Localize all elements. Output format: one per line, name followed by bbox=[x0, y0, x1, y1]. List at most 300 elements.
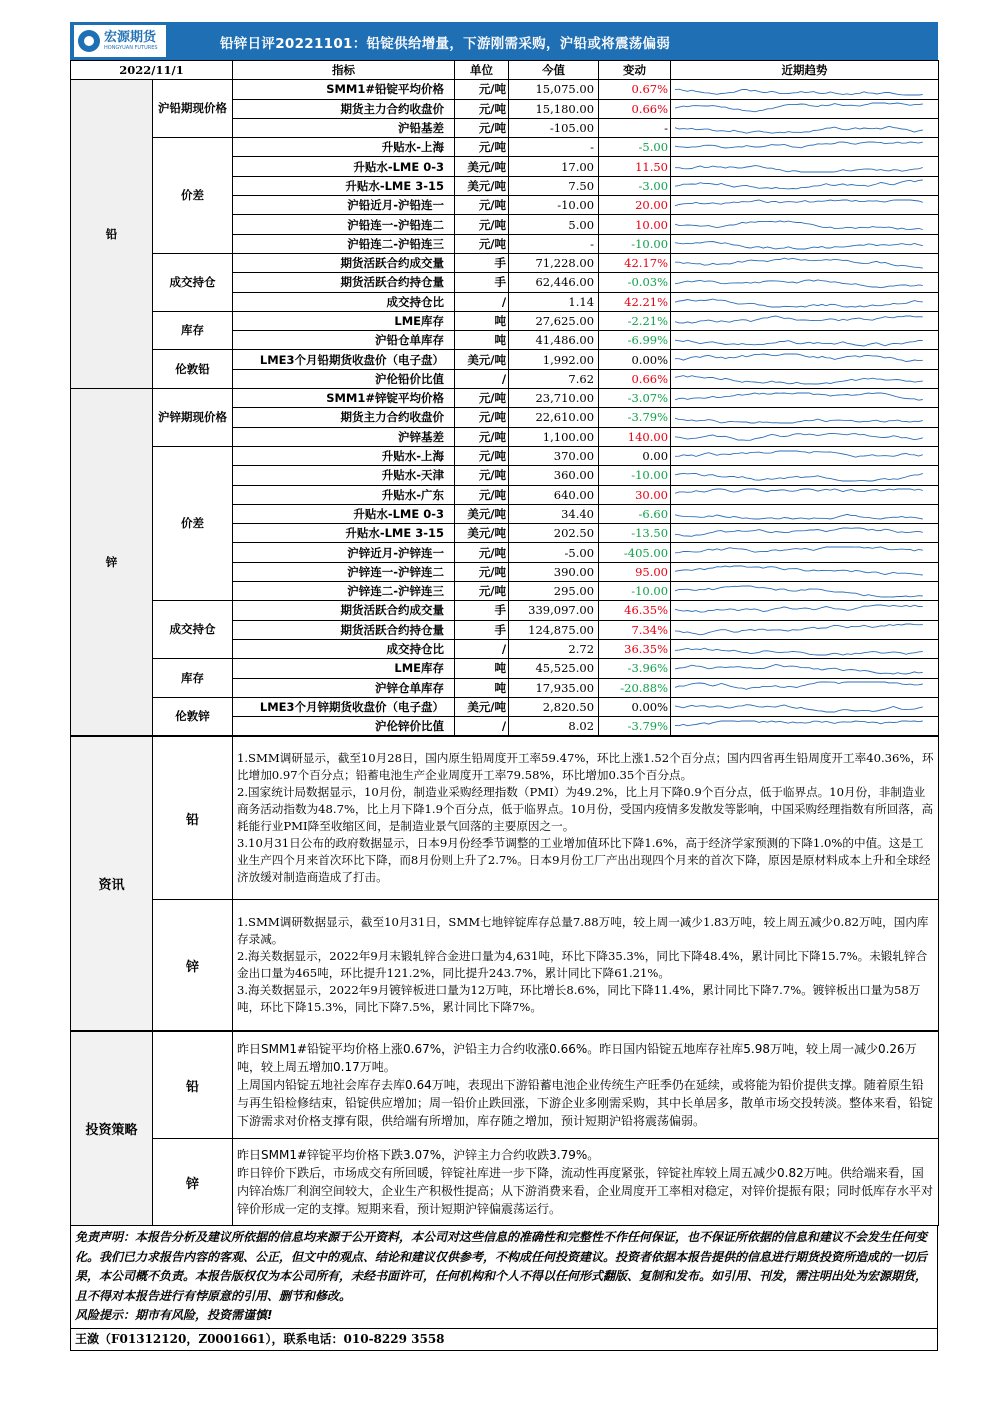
trend-cell bbox=[671, 717, 939, 736]
indicator-change: -3.79% bbox=[599, 717, 671, 736]
indicator-name: 升贴水-广东 bbox=[233, 485, 455, 504]
indicator-change: -10.00 bbox=[599, 466, 671, 485]
trend-sparkline bbox=[671, 661, 933, 676]
trend-line bbox=[675, 566, 923, 575]
trend-line bbox=[675, 473, 923, 481]
trend-line bbox=[675, 624, 923, 635]
group-label: 成交持仓 bbox=[153, 253, 233, 311]
indicator-name: 升贴水-LME 0-3 bbox=[233, 157, 455, 176]
trend-line bbox=[675, 705, 923, 712]
table-row bbox=[71, 138, 939, 157]
indicator-unit: 元/吨 bbox=[455, 215, 509, 234]
group-label: 伦敦铅 bbox=[153, 350, 233, 389]
risk-warning: 风险提示：期市有风险，投资需谨慎! bbox=[75, 1308, 273, 1323]
trend-sparkline bbox=[671, 140, 933, 155]
indicator-change: 11.50 bbox=[599, 157, 671, 176]
col-indicator: 指标 bbox=[233, 61, 455, 80]
indicator-unit: 元/吨 bbox=[455, 408, 509, 427]
trend-line bbox=[675, 89, 923, 95]
indicator-name: 升贴水-上海 bbox=[233, 138, 455, 157]
trend-sparkline bbox=[671, 487, 933, 502]
group-label: 沪铅期现价格 bbox=[153, 80, 233, 138]
indicator-value: 27,625.00 bbox=[509, 311, 599, 330]
trend-cell bbox=[671, 620, 939, 639]
trend-sparkline bbox=[671, 699, 933, 714]
trend-line bbox=[675, 316, 923, 323]
indicator-unit: 手 bbox=[455, 273, 509, 292]
indicator-unit: / bbox=[455, 639, 509, 658]
indicator-unit: 元/吨 bbox=[455, 466, 509, 485]
group-label: 价差 bbox=[153, 446, 233, 600]
strategy-lead-paragraph: 昨日SMM1#铅锭平均价格上涨0.67%，沪铅主力合约收涨0.66%。昨日国内铅锭五地库存社库5.98万吨，较上周一减少0.26万吨，较上周五增加0.17万吨。 bbox=[237, 1042, 917, 1075]
indicator-unit: / bbox=[455, 369, 509, 388]
indicator-unit: 吨 bbox=[455, 678, 509, 697]
trend-line bbox=[675, 258, 923, 268]
news-zinc-paragraph: 2.海关数据显示，2022年9月末锻轧锌合金进口量为4,631吨，环比下降35.3%，同比下降48.4%，累计同比下降15.7%。未锻轧锌合金出口量为465吨，环比提升121.2%，同比提升243.7%，累计同比下降61.21%。 bbox=[237, 949, 928, 981]
indicator-value: 17,935.00 bbox=[509, 678, 599, 697]
report-header bbox=[70, 22, 938, 60]
indicator-unit: 元/吨 bbox=[455, 138, 509, 157]
indicator-value: 15,075.00 bbox=[509, 80, 599, 99]
indicator-unit: 美元/吨 bbox=[455, 504, 509, 523]
indicator-value: 17.00 bbox=[509, 157, 599, 176]
indicator-name: 升贴水-LME 0-3 bbox=[233, 504, 455, 523]
indicator-unit: 元/吨 bbox=[455, 446, 509, 465]
indicator-unit: 元/吨 bbox=[455, 543, 509, 562]
news-lead-text bbox=[233, 737, 939, 900]
indicator-value: 2.72 bbox=[509, 639, 599, 658]
indicator-unit: 元/吨 bbox=[455, 582, 509, 601]
trend-cell bbox=[671, 427, 939, 446]
indicator-name: SMM1#锌锭平均价格 bbox=[233, 389, 455, 408]
trend-line bbox=[675, 242, 923, 250]
indicator-unit: 元/吨 bbox=[455, 562, 509, 581]
indicator-change: -405.00 bbox=[599, 543, 671, 562]
logo-english-name: HONGYUAN FUTURES bbox=[104, 45, 158, 51]
analyst-contact: 王潋（F01312120，Z0001661），联系电话：010-8229 3558 bbox=[70, 1329, 938, 1351]
indicator-unit: 美元/吨 bbox=[455, 524, 509, 543]
indicator-unit: / bbox=[455, 292, 509, 311]
indicator-value: 62,446.00 bbox=[509, 273, 599, 292]
trend-line bbox=[675, 418, 923, 423]
indicator-name: 沪锌仓单库存 bbox=[233, 678, 455, 697]
trend-line bbox=[675, 434, 923, 441]
indicator-unit: 吨 bbox=[455, 311, 509, 330]
strategy-zinc-paragraph: 昨日锌价下跌后，市场成交有所回暖，锌锭社库进一步下降，流动性再度紧张，锌锭社库较上周五减少0.82万吨。供给端来看，国内锌冶炼厂利润空间较大，企业生产积极性提高；从下游消费来看，企业周度开工率相对稳定，对锌价提振有限；同时低库存水平对锌价形成一定的支撑。短期来看，预计短期沪锌偏震荡运行。 bbox=[237, 1166, 934, 1217]
strategy-zinc-text bbox=[233, 1139, 939, 1226]
indicator-unit: 元/吨 bbox=[455, 234, 509, 253]
indicator-value: 41,486.00 bbox=[509, 331, 599, 350]
indicator-value: 8.02 bbox=[509, 717, 599, 736]
group-label: 成交持仓 bbox=[153, 601, 233, 659]
news-lead-paragraph: 1.SMM调研显示，截至10月28日，国内原生铅周度开工率59.47%，环比上涨1.52个百分点；国内四省再生铅周度开工率40.36%，环比增加0.97个百分点；铅蓄电池生产企业周度开工率79.58%，环比增加0.35个百分点。 bbox=[237, 751, 934, 783]
indicator-value: 202.50 bbox=[509, 524, 599, 543]
col-today: 今值 bbox=[509, 61, 599, 80]
indicator-value: 295.00 bbox=[509, 582, 599, 601]
strategy-zinc-label: 锌 bbox=[153, 1139, 233, 1226]
trend-sparkline bbox=[671, 622, 933, 637]
indicator-name: 沪伦锌价比值 bbox=[233, 717, 455, 736]
indicator-change: -3.79% bbox=[599, 408, 671, 427]
news-lead-label: 铅 bbox=[153, 737, 233, 900]
trend-line bbox=[675, 221, 923, 230]
trend-cell bbox=[671, 369, 939, 388]
indicator-name: 成交持仓比 bbox=[233, 292, 455, 311]
indicator-change: -2.21% bbox=[599, 311, 671, 330]
indicator-name: 沪锌连一-沪锌连二 bbox=[233, 562, 455, 581]
indicator-name: SMM1#铅锭平均价格 bbox=[233, 80, 455, 99]
news-zinc-paragraph: 3.海关数据显示，2022年9月镀锌板进口量为12万吨，环比增长8.6%，同比下降11.4%，累计同比下降7.7%。镀锌板出口量为58万吨，环比下降15.3%，同比下降7.5%，累计同比下降7%。 bbox=[237, 983, 921, 1015]
table-row bbox=[71, 350, 939, 369]
trend-cell bbox=[671, 389, 939, 408]
indicator-unit: 美元/吨 bbox=[455, 157, 509, 176]
trend-cell bbox=[671, 118, 939, 137]
trend-cell bbox=[671, 80, 939, 99]
indicator-name: 沪铅连一-沪铅连二 bbox=[233, 215, 455, 234]
table-row bbox=[71, 311, 939, 330]
indicator-value: 1,992.00 bbox=[509, 350, 599, 369]
indicator-name: 沪铅仓单库存 bbox=[233, 331, 455, 350]
trend-line bbox=[675, 280, 923, 288]
indicator-name: 期货主力合约收盘价 bbox=[233, 99, 455, 118]
group-label: 价差 bbox=[153, 138, 233, 254]
indicator-value: 5.00 bbox=[509, 215, 599, 234]
indicator-unit: 元/吨 bbox=[455, 427, 509, 446]
indicator-change: 0.00 bbox=[599, 446, 671, 465]
indicator-change: 42.17% bbox=[599, 253, 671, 272]
logo-name: 宏源期货 bbox=[104, 30, 157, 45]
trend-sparkline bbox=[671, 584, 933, 599]
trend-line bbox=[675, 340, 923, 346]
trend-line bbox=[675, 664, 923, 674]
indicator-value: -10.00 bbox=[509, 196, 599, 215]
trend-sparkline bbox=[671, 256, 933, 271]
indicator-change: 10.00 bbox=[599, 215, 671, 234]
trend-sparkline bbox=[671, 121, 933, 136]
trend-sparkline bbox=[671, 178, 933, 193]
trend-cell bbox=[671, 99, 939, 118]
indicator-unit: 元/吨 bbox=[455, 485, 509, 504]
indicator-change: -20.88% bbox=[599, 678, 671, 697]
indicator-name: 沪铅连二-沪铅连三 bbox=[233, 234, 455, 253]
group-label: 库存 bbox=[153, 659, 233, 698]
trend-cell bbox=[671, 234, 939, 253]
trend-cell bbox=[671, 466, 939, 485]
news-zinc-text bbox=[233, 900, 939, 1031]
logo-icon bbox=[78, 30, 100, 52]
trend-cell bbox=[671, 504, 939, 523]
strategy-lead-text bbox=[233, 1032, 939, 1139]
indicator-name: 升贴水-LME 3-15 bbox=[233, 524, 455, 543]
disclaimer bbox=[70, 1226, 938, 1329]
trend-line bbox=[675, 648, 923, 655]
trend-line bbox=[675, 142, 923, 148]
indicator-unit: 吨 bbox=[455, 659, 509, 678]
indicator-change: -3.96% bbox=[599, 659, 671, 678]
indicator-name: 期货活跃合约持仓量 bbox=[233, 620, 455, 639]
trend-cell bbox=[671, 697, 939, 716]
trend-cell bbox=[671, 196, 939, 215]
strategy-lead-paragraph: 上周国内铅锭五地社会库存去库0.64万吨，表现出下游铅蓄电池企业传统生产旺季仍在延续，或将能为铅价提供支撑。随着原生铅与再生铅检修结束，铅锭供应增加；周一铅价止跌回涨，下游企业多刚需采购，其中长单居多，散单市场交投转淡。整体来看，铅锭下游需求对价格支撑有限，供给端有所增加，库存随之增加，预计短期沪铅将震荡偏弱。 bbox=[237, 1078, 934, 1129]
market-data-table bbox=[70, 60, 939, 736]
indicator-name: 成交持仓比 bbox=[233, 639, 455, 658]
indicator-name: LME3个月锌期货收盘价（电子盘） bbox=[233, 697, 455, 716]
trend-cell bbox=[671, 138, 939, 157]
trend-cell bbox=[671, 659, 939, 678]
indicator-change: -6.99% bbox=[599, 331, 671, 350]
indicator-unit: 元/吨 bbox=[455, 80, 509, 99]
indicator-name: 期货活跃合约成交量 bbox=[233, 601, 455, 620]
indicator-change: 0.00% bbox=[599, 697, 671, 716]
indicator-value: 2,820.50 bbox=[509, 697, 599, 716]
trend-cell bbox=[671, 562, 939, 581]
indicator-value: 370.00 bbox=[509, 446, 599, 465]
trend-cell bbox=[671, 292, 939, 311]
trend-sparkline bbox=[671, 159, 933, 174]
indicator-name: 升贴水-LME 3-15 bbox=[233, 176, 455, 195]
indicator-unit: 吨 bbox=[455, 331, 509, 350]
trend-cell bbox=[671, 601, 939, 620]
indicator-name: 期货主力合约收盘价 bbox=[233, 408, 455, 427]
indicator-unit: 美元/吨 bbox=[455, 176, 509, 195]
trend-cell bbox=[671, 678, 939, 697]
indicator-name: 沪锌基差 bbox=[233, 427, 455, 446]
table-row bbox=[71, 601, 939, 620]
indicator-unit: / bbox=[455, 717, 509, 736]
trend-line bbox=[675, 200, 923, 206]
trend-line bbox=[675, 586, 923, 597]
indicator-change: -3.00 bbox=[599, 176, 671, 195]
indicator-change: 0.66% bbox=[599, 99, 671, 118]
trend-sparkline bbox=[671, 545, 933, 560]
indicator-change: -6.60 bbox=[599, 504, 671, 523]
disclaimer-text: 免责声明：本报告分析及建议所依据的信息均来源于公开资料，本公司对这些信息的准确性和完整性不作任何保证，也不保证所依据的信息和建议不会发生任何变化。我们已力求报告内容的客观、公正，但文中的观点、结论和建议仅供参考，不构成任何投资建议。投资者依据本报告提供的信息进行期货投资所造成的一切后果，本公司概不负责。本报告版权仅为本公司所有，未经书面许可，任何机构和个人不得以任何形式翻版、复制和发布。如引用、刊发，需注明出处为宏源期货，且不得对本报告进行有悖原意的引用、删节和修改。 bbox=[75, 1230, 928, 1303]
table-row bbox=[71, 389, 939, 408]
news-zinc-label: 锌 bbox=[153, 900, 233, 1031]
trend-line bbox=[675, 180, 923, 189]
trend-cell bbox=[671, 408, 939, 427]
indicator-change: 42.21% bbox=[599, 292, 671, 311]
indicator-change: 95.00 bbox=[599, 562, 671, 581]
group-label: 库存 bbox=[153, 311, 233, 350]
trend-sparkline bbox=[671, 468, 933, 483]
trend-line bbox=[675, 354, 923, 362]
indicator-name: 沪铅基差 bbox=[233, 118, 455, 137]
indicator-value: 390.00 bbox=[509, 562, 599, 581]
strategy-zinc-paragraph: 昨日SMM1#锌锭平均价格下跌3.07%，沪锌主力合约收跌3.79%。 bbox=[237, 1148, 600, 1163]
indicator-value: 34.40 bbox=[509, 504, 599, 523]
report-title: 铅锌日评20221101：铅锭供给增量，下游刚需采购，沪铅或将震荡偏弱 bbox=[220, 36, 671, 52]
trend-sparkline bbox=[671, 82, 933, 97]
trend-line bbox=[675, 682, 923, 689]
indicator-value: 45,525.00 bbox=[509, 659, 599, 678]
indicator-value: 15,180.00 bbox=[509, 99, 599, 118]
indicator-change: -10.00 bbox=[599, 234, 671, 253]
trend-sparkline bbox=[671, 352, 933, 367]
indicator-change: -0.03% bbox=[599, 273, 671, 292]
indicator-value: 640.00 bbox=[509, 485, 599, 504]
indicator-change: 46.35% bbox=[599, 601, 671, 620]
company-logo bbox=[74, 25, 166, 57]
trend-cell bbox=[671, 485, 939, 504]
trend-sparkline bbox=[671, 449, 933, 464]
trend-cell bbox=[671, 176, 939, 195]
indicator-unit: 美元/吨 bbox=[455, 697, 509, 716]
indicator-change: 0.66% bbox=[599, 369, 671, 388]
trend-line bbox=[675, 299, 923, 307]
trend-line bbox=[675, 515, 923, 520]
trend-sparkline bbox=[671, 391, 933, 406]
trend-line bbox=[675, 103, 923, 112]
indicator-unit: 手 bbox=[455, 601, 509, 620]
indicator-unit: 元/吨 bbox=[455, 99, 509, 118]
trend-sparkline bbox=[671, 236, 933, 251]
indicator-name: LME3个月铅期货收盘价（电子盘） bbox=[233, 350, 455, 369]
trend-cell bbox=[671, 215, 939, 234]
group-label: 伦敦锌 bbox=[153, 697, 233, 736]
trend-cell bbox=[671, 253, 939, 272]
indicator-unit: 美元/吨 bbox=[455, 350, 509, 369]
indicator-name: LME库存 bbox=[233, 659, 455, 678]
indicator-name: 升贴水-天津 bbox=[233, 466, 455, 485]
indicator-value: 23,710.00 bbox=[509, 389, 599, 408]
group-label: 沪锌期现价格 bbox=[153, 389, 233, 447]
trend-line bbox=[675, 393, 923, 400]
indicator-value: 1,100.00 bbox=[509, 427, 599, 446]
trend-line bbox=[675, 489, 923, 493]
indicator-name: 沪伦铅价比值 bbox=[233, 369, 455, 388]
indicator-value: -5.00 bbox=[509, 543, 599, 562]
col-trend: 近期趋势 bbox=[671, 61, 939, 80]
indicator-change: 36.35% bbox=[599, 639, 671, 658]
trend-cell bbox=[671, 273, 939, 292]
indicator-change: 20.00 bbox=[599, 196, 671, 215]
indicator-unit: 元/吨 bbox=[455, 389, 509, 408]
strategy-section-label: 投资策略 bbox=[71, 1032, 153, 1226]
indicator-name: 沪锌连二-沪锌连三 bbox=[233, 582, 455, 601]
col-change: 变动 bbox=[599, 61, 671, 80]
report-date: 2022/11/1 bbox=[71, 61, 233, 80]
report-page bbox=[70, 22, 938, 1351]
indicator-change: -3.07% bbox=[599, 389, 671, 408]
news-section-label: 资讯 bbox=[71, 737, 153, 1031]
indicator-unit: 元/吨 bbox=[455, 118, 509, 137]
trend-cell bbox=[671, 543, 939, 562]
indicator-change: 0.67% bbox=[599, 80, 671, 99]
metal-label: 锌 bbox=[71, 389, 153, 736]
indicator-name: LME库存 bbox=[233, 311, 455, 330]
indicator-change: - bbox=[599, 118, 671, 137]
trend-sparkline bbox=[671, 294, 933, 309]
indicator-value: 360.00 bbox=[509, 466, 599, 485]
indicator-change: 30.00 bbox=[599, 485, 671, 504]
indicator-name: 升贴水-上海 bbox=[233, 446, 455, 465]
indicator-name: 沪铅近月-沪铅连一 bbox=[233, 196, 455, 215]
news-zinc-paragraph: 1.SMM调研数据显示，截至10月31日，SMM七地锌锭库存总量7.88万吨，较上周一减少1.83万吨，较上周五减少0.82万吨，国内库存录减。 bbox=[237, 915, 929, 947]
metal-label: 铅 bbox=[71, 80, 153, 389]
strategy-lead-label: 铅 bbox=[153, 1032, 233, 1139]
trend-line bbox=[675, 376, 923, 384]
trend-line bbox=[675, 721, 923, 726]
trend-sparkline bbox=[671, 642, 933, 657]
indicator-value: 71,228.00 bbox=[509, 253, 599, 272]
table-row bbox=[71, 253, 939, 272]
trend-cell bbox=[671, 157, 939, 176]
table-row bbox=[71, 697, 939, 716]
indicator-change: -10.00 bbox=[599, 582, 671, 601]
trend-sparkline bbox=[671, 198, 933, 213]
indicator-value: 7.50 bbox=[509, 176, 599, 195]
table-header-row bbox=[71, 61, 939, 80]
trend-line bbox=[675, 166, 923, 172]
indicator-unit: 手 bbox=[455, 620, 509, 639]
trend-line bbox=[675, 126, 923, 133]
table-row bbox=[71, 80, 939, 99]
table-row bbox=[71, 659, 939, 678]
trend-sparkline bbox=[671, 526, 933, 541]
trend-sparkline bbox=[671, 371, 933, 386]
strategy-table bbox=[70, 1031, 939, 1226]
news-table bbox=[70, 736, 939, 1031]
trend-cell bbox=[671, 582, 939, 601]
trend-sparkline bbox=[671, 275, 933, 290]
trend-sparkline bbox=[671, 680, 933, 695]
trend-cell bbox=[671, 524, 939, 543]
indicator-change: -5.00 bbox=[599, 138, 671, 157]
trend-cell bbox=[671, 639, 939, 658]
trend-sparkline bbox=[671, 506, 933, 521]
indicator-value: -105.00 bbox=[509, 118, 599, 137]
indicator-name: 沪锌近月-沪锌连一 bbox=[233, 543, 455, 562]
indicator-value: 22,610.00 bbox=[509, 408, 599, 427]
trend-sparkline bbox=[671, 314, 933, 329]
trend-sparkline bbox=[671, 101, 933, 116]
indicator-name: 期货活跃合约成交量 bbox=[233, 253, 455, 272]
trend-sparkline bbox=[671, 410, 933, 425]
indicator-value: 339,097.00 bbox=[509, 601, 599, 620]
indicator-value: - bbox=[509, 138, 599, 157]
trend-sparkline bbox=[671, 429, 933, 444]
indicator-change: 0.00% bbox=[599, 350, 671, 369]
trend-sparkline bbox=[671, 719, 933, 734]
indicator-value: 124,875.00 bbox=[509, 620, 599, 639]
trend-sparkline bbox=[671, 217, 933, 232]
indicator-value: - bbox=[509, 234, 599, 253]
indicator-unit: 手 bbox=[455, 253, 509, 272]
trend-line bbox=[675, 451, 923, 457]
trend-cell bbox=[671, 350, 939, 369]
trend-cell bbox=[671, 331, 939, 350]
indicator-change: 140.00 bbox=[599, 427, 671, 446]
indicator-unit: 元/吨 bbox=[455, 196, 509, 215]
trend-line bbox=[675, 605, 923, 612]
trend-sparkline bbox=[671, 564, 933, 579]
indicator-value: 1.14 bbox=[509, 292, 599, 311]
indicator-change: 7.34% bbox=[599, 620, 671, 639]
indicator-change: -13.50 bbox=[599, 524, 671, 543]
table-row bbox=[71, 446, 939, 465]
trend-sparkline bbox=[671, 333, 933, 348]
trend-line bbox=[675, 528, 923, 536]
col-unit: 单位 bbox=[455, 61, 509, 80]
news-lead-paragraph: 3.10月31日公布的政府数据显示，日本9月份经季节调整的工业增加值环比下降1.6%，高于经济学家预测的下降1.0%的中值。这是工业生产四个月来首次环比下降，而8月份则上升了2.7%。日本9月份工厂产出出现四个月来的首次下降，原因是原材料成本上升和全球经济放缓对制造商造成了打击。 bbox=[237, 836, 931, 885]
indicator-name: 期货活跃合约持仓量 bbox=[233, 273, 455, 292]
trend-sparkline bbox=[671, 603, 933, 618]
trend-cell bbox=[671, 311, 939, 330]
trend-line bbox=[675, 547, 923, 553]
trend-cell bbox=[671, 446, 939, 465]
indicator-value: 7.62 bbox=[509, 369, 599, 388]
